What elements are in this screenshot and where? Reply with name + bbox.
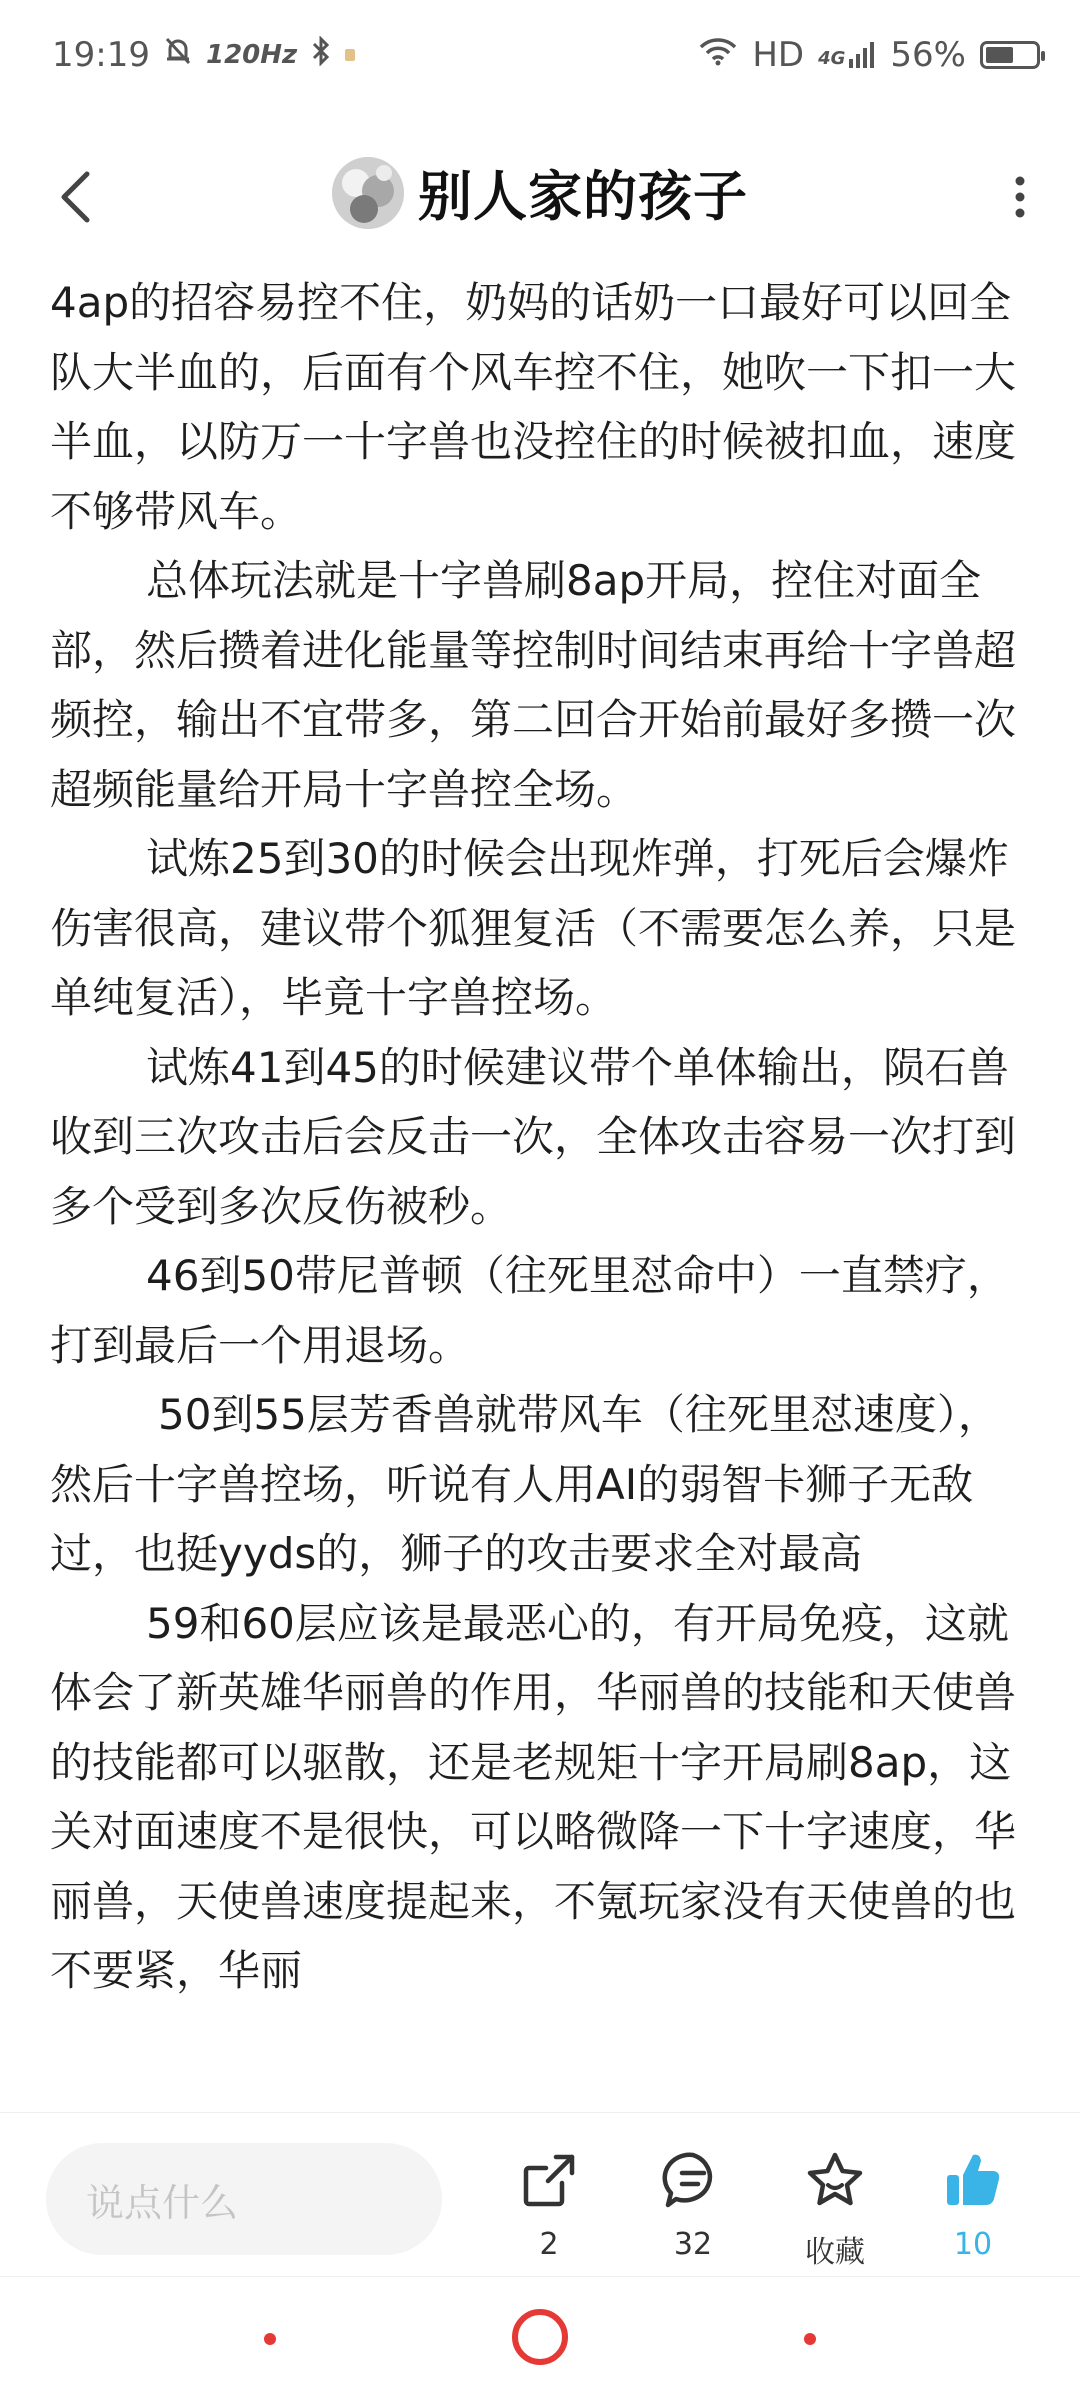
comment-input[interactable]	[46, 2143, 442, 2255]
share-button[interactable]	[494, 2149, 604, 2262]
page-title: 别人家的孩子	[418, 165, 748, 228]
header	[0, 140, 1080, 250]
status-right	[698, 35, 1040, 75]
like-count: 10	[953, 2227, 993, 2262]
network-type: HD	[752, 35, 805, 75]
status-bar	[0, 0, 1080, 110]
article-paragraph: 59和60层应该是最恶心的，有开局免疫，这就体会了新英雄华丽兽的作用，华丽兽的技能和天使兽的技能都可以驱散，还是老规矩十字开局刷8ap，这关对面速度不是很快，可以略微降一下十字速度，华丽兽，天使兽速度提起来，不氪玩家没有天使兽的也不要紧，华丽	[50, 1598, 1017, 1995]
cellular-signal-icon	[818, 41, 876, 69]
bluetooth-icon	[311, 35, 331, 75]
favorite-label: 收藏	[805, 2235, 865, 2270]
share-count: 2	[539, 2227, 559, 2262]
article-paragraph: 试炼41到45的时候建议带个单体输出，陨石兽收到三次攻击后会反击一次，全体攻击容易一次打到多个受到多次反伤被秒。	[50, 1042, 1017, 1231]
cellular-type: 4G	[818, 48, 846, 69]
article-paragraph: 50到55层芳香兽就带风车（往死里怼速度），然后十字兽控场，听说有人用AI的弱智卡狮子无敌过，也挺yyds的，狮子的攻击要求全对最高	[50, 1390, 1000, 1578]
nav-menu-button[interactable]	[264, 2333, 276, 2345]
more-vertical-icon	[1014, 175, 1026, 219]
star-icon	[804, 2149, 866, 2211]
article-paragraph: 46到50带尼普顿（往死里怼命中）一直禁疗，打到最后一个用退场。	[50, 1251, 1009, 1370]
comment-placeholder: 说点什么	[86, 2180, 239, 2225]
favorite-button[interactable]	[780, 2149, 890, 2271]
article-paragraph: 试炼25到30的时候会出现炸弹，打死后会爆炸伤害很高，建议带个狐狸复活（不需要怎么养，只是单纯复活），毕竟十字兽控场。	[50, 834, 1017, 1022]
status-left	[52, 35, 355, 75]
alarm-off-icon	[164, 35, 192, 75]
wifi-icon	[698, 35, 738, 75]
nav-back-button[interactable]	[804, 2333, 816, 2345]
notification-dot-icon	[345, 49, 355, 61]
share-icon	[518, 2149, 580, 2211]
battery-icon	[980, 41, 1040, 69]
comment-button[interactable]	[638, 2149, 748, 2262]
thumbs-up-icon	[942, 2149, 1004, 2211]
comment-count: 32	[673, 2227, 713, 2262]
like-button[interactable]	[918, 2149, 1028, 2262]
action-bar	[0, 2112, 1080, 2273]
comment-icon	[662, 2149, 724, 2211]
refresh-rate: 120Hz	[205, 40, 298, 70]
article-paragraph: 4ap的招容易控不住，奶妈的话奶一口最好可以回全队大半血的，后面有个风车控不住，她吹一下扣一大半血，以防万一十字兽也没控住的时候被扣血，速度不够带风车。	[50, 278, 1017, 536]
battery-percent: 56%	[890, 35, 966, 75]
more-button[interactable]	[990, 162, 1050, 232]
battery-level-fill	[986, 47, 1013, 63]
status-time: 19:19	[52, 35, 150, 75]
article-body	[50, 268, 1020, 2110]
system-nav-bar	[0, 2276, 1080, 2401]
article-paragraph: 总体玩法就是十字兽刷8ap开局，控住对面全部，然后攒着进化能量等控制时间结束再给十字兽超频控，输出不宜带多，第二回合开始前最好多攒一次超频能量给开局十字兽控全场。	[50, 556, 1017, 814]
avatar[interactable]	[332, 157, 404, 229]
title-wrap	[0, 154, 1080, 231]
nav-home-button[interactable]	[512, 2309, 568, 2365]
